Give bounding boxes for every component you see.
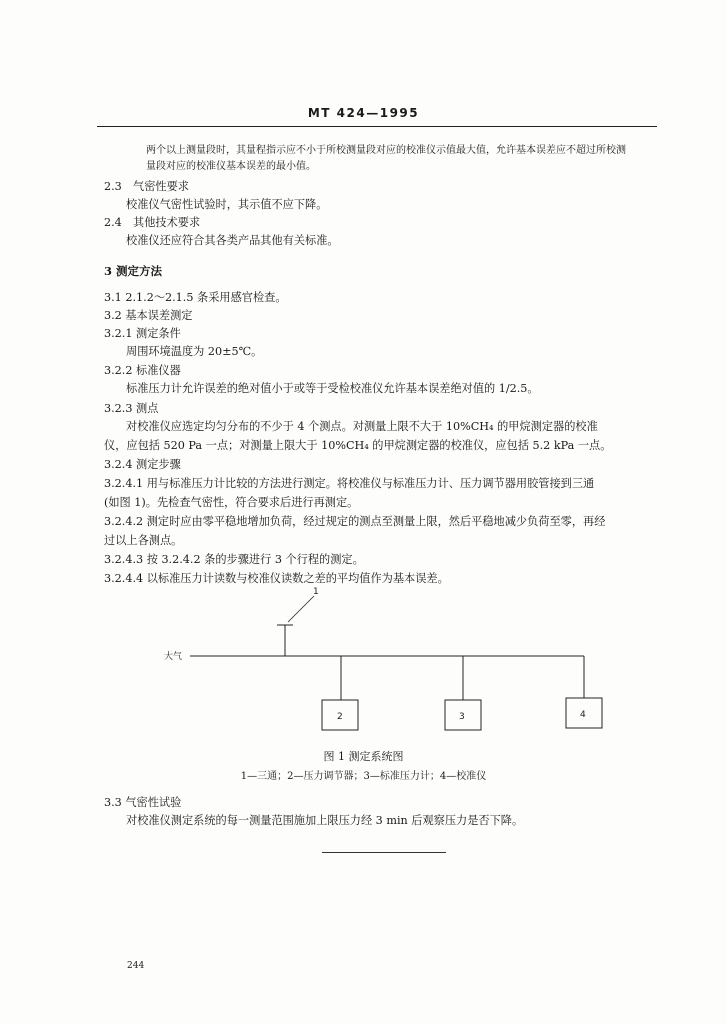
clause-3-2-4-4: 3.2.4.4 以标准压力计读数与校准仪读数之差的平均值作为基本误差。	[104, 572, 449, 585]
standard-code: MT 424—1995	[307, 106, 420, 120]
clause-3-1: 3.1 2.1.2～2.1.5 条采用感官检查。	[104, 291, 287, 304]
air-label: 大气	[164, 652, 183, 662]
label-3: 3	[459, 712, 465, 722]
figure-legend: 1—三通；2—压力调节器；3—标准压力计；4—校准仪	[240, 771, 487, 782]
clause-3-2-2: 3.2.2 标准仪器	[104, 364, 181, 377]
section-2-4-number: 2.4	[104, 216, 122, 229]
clause-3-2-1-body: 周围环境温度为 20±5℃。	[126, 345, 263, 358]
clause-3-2-3-body-line-2: 仪，应包括 520 Pa 一点；对测量上限大于 10%CH₄ 的甲烷测定器的校准仪，应包括 5.2 kPa 一点。	[104, 439, 612, 452]
clause-3-2-3: 3.2.3 测点	[104, 402, 159, 415]
clause-3-2-2-body: 标准压力计允许误差的绝对值小于或等于受检校准仪允许基本误差绝对值的 1/2.5。	[126, 382, 539, 395]
continuation-line-1: 两个以上测量段时，其量程指示应不小于所校测量段对应的校准仪示值最大值，允许基本误差应不超过所校测	[146, 145, 626, 156]
clause-3-2: 3.2 基本误差测定	[104, 309, 193, 322]
label-2: 2	[337, 712, 343, 722]
end-rule	[322, 852, 446, 853]
figure-caption: 图 1 测定系统图	[323, 750, 404, 763]
section-2-3-title: 气密性要求	[133, 180, 189, 193]
section-2-4-body: 校准仪还应符合其各类产品其他有关标准。	[126, 234, 339, 247]
continuation-line-2: 量段对应的校准仪基本误差的最小值。	[146, 161, 316, 172]
clause-3-3-body: 对校准仪测定系统的每一测量范围施加上限压力经 3 min 后观察压力是否下降。	[126, 814, 524, 827]
section-2-3-body: 校准仪气密性试验时，其示值不应下降。	[126, 198, 328, 211]
section-2-4-title: 其他技术要求	[133, 216, 201, 229]
clause-3-2-4-1-line-2: (如图 1)。先检查气密性，符合要求后进行再测定。	[104, 496, 359, 509]
clause-3-2-4: 3.2.4 测定步骤	[104, 458, 181, 471]
clause-3-3: 3.3 气密性试验	[104, 796, 182, 809]
clause-3-2-4-2-line-1: 3.2.4.2 测定时应由零平稳地增加负荷，经过规定的测点至测量上限，然后平稳地减少负荷至零，再经	[104, 515, 606, 528]
section-2-3-number: 2.3	[104, 180, 122, 193]
leader-line-1	[288, 596, 314, 622]
clause-3-2-3-body-line-1: 对校准仪应选定均匀分布的不少于 4 个测点。对测量上限不大于 10%CH₄ 的甲烷测定器的校准	[126, 420, 598, 433]
label-1: 1	[313, 587, 319, 597]
section-3-heading: 3 测定方法	[104, 264, 163, 278]
label-4: 4	[580, 710, 586, 720]
clause-3-2-4-2-line-2: 过以上各测点。	[104, 534, 183, 547]
clause-3-2-1: 3.2.1 测定条件	[104, 327, 181, 340]
clause-3-2-4-1-line-1: 3.2.4.1 用与标准压力计比较的方法进行测定。将校准仪与标准压力计、压力调节器用胶管接到三通	[104, 477, 595, 490]
clause-3-2-4-3: 3.2.4.3 按 3.2.4.2 条的步骤进行 3 个行程的测定。	[104, 553, 364, 566]
page-number: 244	[127, 961, 145, 971]
